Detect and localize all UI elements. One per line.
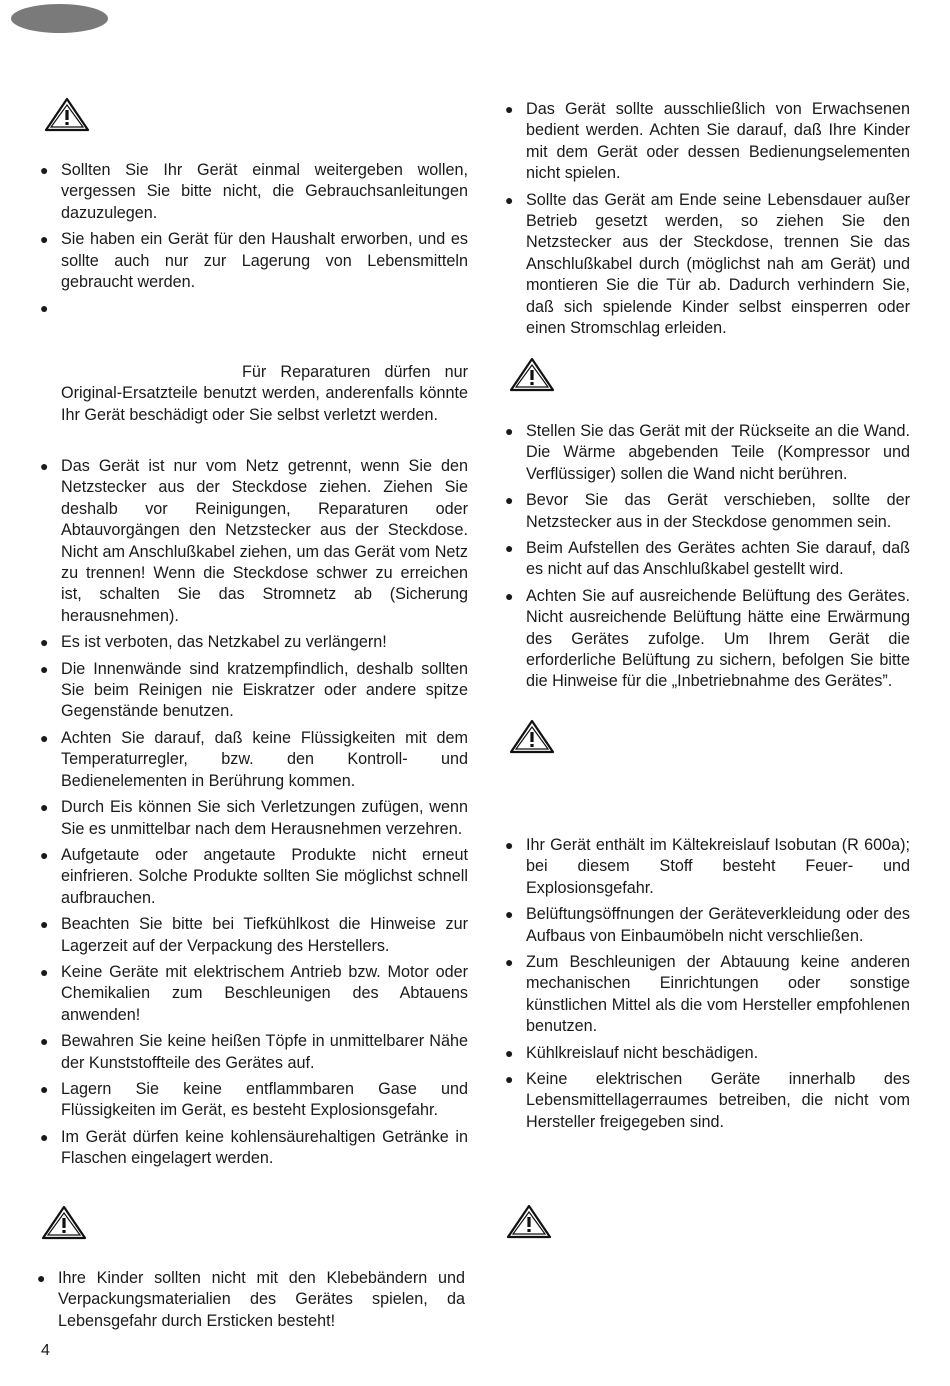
list-item: ● Die Innenwände sind kratzempfindlich, deshalb sollten Sie beim Reinigen nie Eiskratzer oder andere spitze Gegenstände benutzen.: [40, 659, 468, 721]
list-item: ● Achten Sie darauf, daß keine Flüssigkeiten mit dem Temperaturregler, bzw. den Kontroll- und Bedienelementen in Berührung kommen.: [40, 728, 468, 790]
list-item: ● Das Gerät sollte ausschließlich von Erwachsenen bedient werden. Achten Sie darauf, daß Ihre Kinder mit dem Gerät oder dessen Bedienungselementen nicht spielen.: [505, 100, 910, 183]
warning-triangle-icon: [509, 719, 555, 755]
repair-text: Für Reparaturen dürfen nur Original-Ersatzteile benutzt werden, anderenfalls könnte Ihr Gerät beschädigt oder Sie selbst verletzt werden.: [61, 363, 468, 424]
right-list-children: [505, 99, 910, 344]
page-number: 4: [41, 1342, 50, 1359]
list-item: ● Bevor Sie das Gerät verschieben, sollte der Netzstecker aus in der Steckdose genommen sein.: [505, 491, 910, 531]
list-item: ● Das Gerät ist nur vom Netz getrennt, wenn Sie den Netzstecker aus der Steckdose ziehen. Ziehen Sie deshalb vor Reinigungen, Reparaturen oder Abtauvorgängen den Netzstecker aus der Steckdose. Nicht am Anschlußkabel ziehen, um das Gerät vom Netz zu trennen! Wenn die Steckdose schwer zu erreichen ist, schalten Sie das Stromnetz ab (Sicherung herausnehmen).: [40, 457, 468, 625]
left-repair-paragraph: [40, 362, 468, 426]
list-item: ● Aufgetaute oder angetaute Produkte nicht erneut einfrieren. Solche Produkte sollten Sie möglichst schnell aufbrauchen.: [40, 845, 468, 907]
list-item: ● Es ist verboten, das Netzkabel zu verlängern!: [40, 633, 387, 652]
list-item: ● Ihre Kinder sollten nicht mit den Klebebändern und Verpackungsmaterialien des Gerätes spielen, da Lebensgefahr durch Ersticken besteht!: [37, 1269, 465, 1330]
list-item: ● Ihr Gerät enthält im Kältekreislauf Isobutan (R 600a); bei diesem Stoff besteht Feuer- und Explosionsgefahr.: [505, 836, 910, 897]
list-item: ● Beim Aufstellen des Gerätes achten Sie darauf, daß es nicht auf das Anschlußkabel gestellt wird.: [505, 539, 910, 579]
list-item: ● Bewahren Sie keine heißen Töpfe in unmittelbarer Nähe der Kunststoffteile des Gerätes auf.: [40, 1032, 468, 1072]
left-list-general: ● Sollten Sie Ihr Gerät einmal weitergeben wollen, vergessen Sie bitte nicht, die Gebrauchsanleitungen dazuzulegen. ● Sie haben ein Gerät für den Haushalt erworben, und es sollte auch nur zur Lagerung von Lebensmitteln gebraucht werden. ●: [40, 161, 468, 317]
list-item: ● Achten Sie auf ausreichende Belüftung des Gerätes. Nicht ausreichende Belüftung hätte eine Erwärmung des Gerätes zufolge. Um Ihrem Gerät die erforderliche Belüftung zu sichern, befolgen Sie bitte die Hinweise für die „Inbetriebnahme des Gerätes”.: [505, 586, 910, 691]
list-item: ● Lagern Sie keine entflammbaren Gase und Flüssigkeiten im Gerät, es besteht Explosionsgefahr.: [40, 1079, 468, 1120]
list-item: ● Kühlkreislauf nicht beschädigen.: [505, 1043, 759, 1062]
left-list-children: [37, 1268, 465, 1337]
right-list-refrigerant: [505, 835, 910, 1138]
list-item: ● Sie haben ein Gerät für den Haushalt erworben, und es sollte auch nur zur Lagerung von Lebensmitteln gebraucht werden.: [40, 230, 468, 292]
warning-triangle-icon: [506, 1204, 552, 1240]
list-item: ● Keine Geräte mit elektrischem Antrieb bzw. Motor oder Chemikalien zum Beschleunigen des Abtauens anwenden!: [40, 962, 468, 1024]
left-list-safety: [40, 456, 468, 1175]
warning-triangle-icon: [509, 357, 555, 393]
right-list-installation: [505, 421, 910, 698]
list-item: ● Zum Beschleunigen der Abtauung keine anderen mechanischen Einrichtungen oder sonstige künstlichen Mittel als die vom Hersteller empfohlenen benutzen.: [505, 953, 910, 1036]
list-item: ● Stellen Sie das Gerät mit der Rückseite an die Wand. Die Wärme abgebenden Teile (Kompressor und Verflüssiger) sollen die Wand nicht berühren.: [505, 422, 910, 483]
list-item: ● Beachten Sie bitte bei Tiefkühlkost die Hinweise zur Lagerzeit auf der Verpackung des Herstellers.: [40, 915, 468, 955]
warning-triangle-icon: [44, 97, 90, 133]
list-item: ● Sollte das Gerät am Ende seine Lebensdauer außer Betrieb gesetzt werden, so ziehen Sie den Netzstecker aus der Steckdose, trennen Sie das Anschlußkabel durch (möglichst nah am Gerät) und montieren Sie die Tür ab. Dadurch verhindern Sie, daß sich spielende Kinder selbst einsperren oder einen Stromschlag erleiden.: [505, 190, 910, 338]
warning-triangle-icon: [41, 1205, 87, 1241]
list-item: ● Sollten Sie Ihr Gerät einmal weitergeben wollen, vergessen Sie bitte nicht, die Gebrauchsanleitungen dazuzulegen.: [40, 161, 468, 222]
list-item: ● Im Gerät dürfen keine kohlensäurehaltigen Getränke in Flaschen eingelagert werden.: [40, 1127, 468, 1168]
list-item: ● Keine elektrischen Geräte innerhalb des Lebensmittellagerraumes betreiben, die nicht vom Hersteller freigegeben sind.: [505, 1070, 910, 1131]
chapter-tab-marker: [11, 4, 108, 33]
list-item: ● Belüftungsöffnungen der Geräteverkleidung oder des Aufbaus von Einbaumöbeln nicht verschließen.: [505, 905, 910, 945]
list-item: ● Durch Eis können Sie sich Verletzungen zufügen, wenn Sie es unmittelbar nach dem Herausnehmen verzehren.: [40, 798, 468, 838]
